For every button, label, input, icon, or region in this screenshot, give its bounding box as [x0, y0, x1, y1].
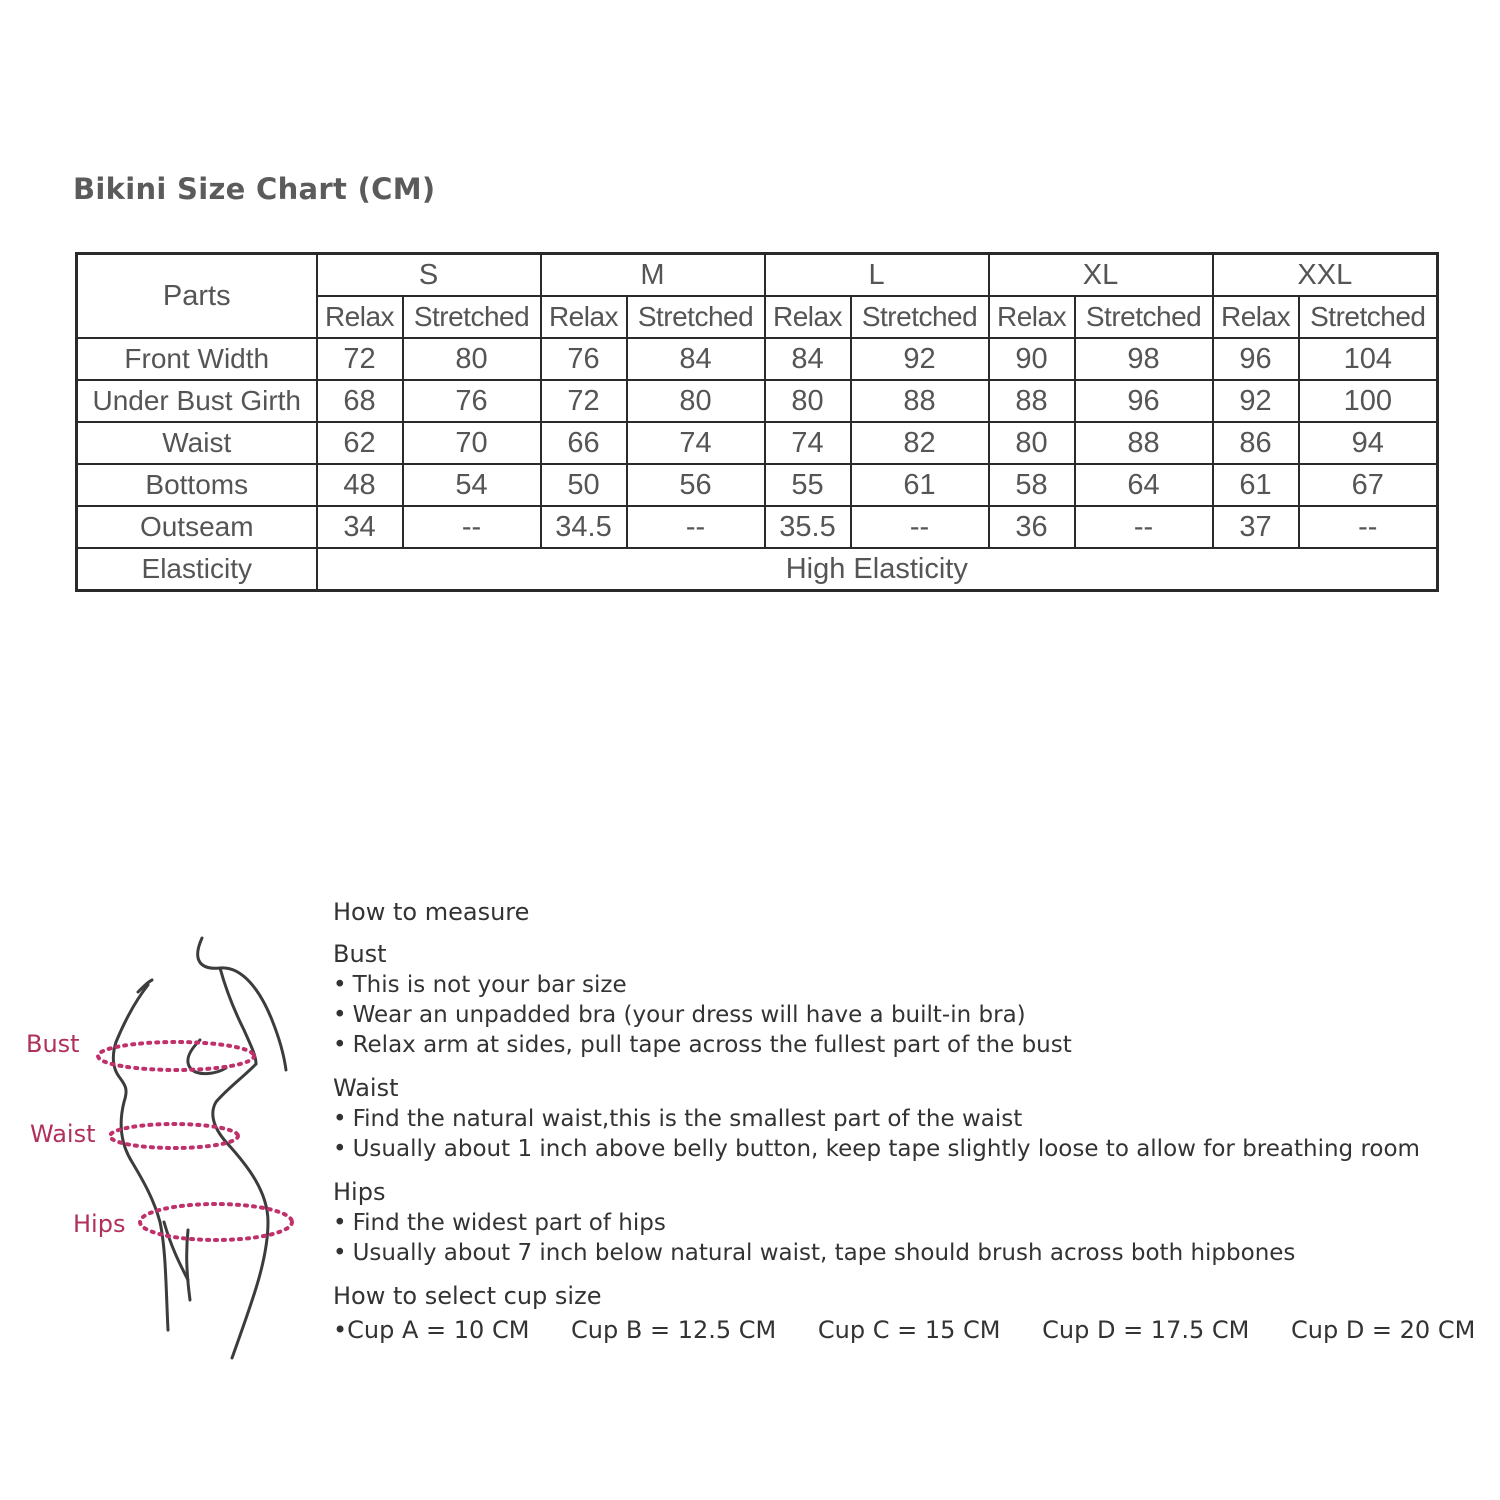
stretched-header: Stretched	[1075, 296, 1213, 338]
waist-heading: Waist	[333, 1074, 399, 1102]
table-cell: 56	[627, 464, 765, 506]
relax-header: Relax	[1213, 296, 1299, 338]
elasticity-label: Elasticity	[77, 548, 317, 591]
cup-size-item: Cup D = 20 CM	[1290, 1316, 1476, 1344]
cup-size-item: Cup D = 17.5 CM	[1042, 1316, 1250, 1344]
chart-title: Bikini Size Chart (CM)	[73, 172, 436, 206]
row-label: Outseam	[77, 506, 317, 548]
table-cell: 58	[989, 464, 1075, 506]
relax-header: Relax	[317, 296, 403, 338]
table-cell: --	[403, 506, 541, 548]
size-header-s: S	[317, 254, 541, 297]
waist-label: Waist	[30, 1120, 96, 1148]
bust-list	[333, 970, 1493, 1060]
list-item: • Find the natural waist,this is the smallest part of the waist	[333, 1104, 1493, 1134]
table-cell: 72	[541, 380, 627, 422]
table-cell: --	[1075, 506, 1213, 548]
how-to-measure-heading: How to measure	[333, 898, 530, 926]
table-cell: 61	[1213, 464, 1299, 506]
table-cell: 67	[1299, 464, 1438, 506]
table-cell: 76	[403, 380, 541, 422]
how-to-measure	[333, 898, 1493, 1360]
cup-size-list	[333, 1312, 1493, 1348]
table-cell: 68	[317, 380, 403, 422]
row-label: Front Width	[77, 338, 317, 380]
table-cell: 48	[317, 464, 403, 506]
row-label: Bottoms	[77, 464, 317, 506]
table-cell: 70	[403, 422, 541, 464]
table-cell: 35.5	[765, 506, 851, 548]
table-row	[77, 422, 1438, 464]
parts-header: Parts	[77, 254, 317, 339]
table-cell: 80	[765, 380, 851, 422]
relax-header: Relax	[541, 296, 627, 338]
relax-header: Relax	[989, 296, 1075, 338]
table-cell: 82	[851, 422, 989, 464]
table-cell: 92	[1213, 380, 1299, 422]
table-cell: --	[627, 506, 765, 548]
table-cell: 76	[541, 338, 627, 380]
size-header-row	[77, 254, 1438, 297]
size-header-l: L	[765, 254, 989, 297]
table-cell: 80	[403, 338, 541, 380]
table-cell: 37	[1213, 506, 1299, 548]
table-cell: 98	[1075, 338, 1213, 380]
list-item: • Find the widest part of hips	[333, 1208, 1493, 1238]
cup-section	[333, 1280, 1493, 1348]
table-cell: 36	[989, 506, 1075, 548]
table-cell: --	[851, 506, 989, 548]
size-table	[75, 252, 1439, 592]
table-cell: 90	[989, 338, 1075, 380]
table-cell: 88	[1075, 422, 1213, 464]
table-cell: 64	[1075, 464, 1213, 506]
row-label: Under Bust Girth	[77, 380, 317, 422]
list-item: • Relax arm at sides, pull tape across the fullest part of the bust	[333, 1030, 1493, 1060]
table-cell: 34.5	[541, 506, 627, 548]
body-silhouette-illustration	[20, 930, 310, 1370]
table-cell: 104	[1299, 338, 1438, 380]
elasticity-value: High Elasticity	[317, 548, 1438, 591]
stretched-header: Stretched	[851, 296, 989, 338]
list-item: • Usually about 1 inch above belly button, keep tape slightly loose to allow for breathing room	[333, 1134, 1493, 1164]
relax-header: Relax	[765, 296, 851, 338]
stretched-header: Stretched	[403, 296, 541, 338]
table-cell: --	[1299, 506, 1438, 548]
table-cell: 88	[851, 380, 989, 422]
table-cell: 50	[541, 464, 627, 506]
stretched-header: Stretched	[627, 296, 765, 338]
table-cell: 74	[627, 422, 765, 464]
table-row	[77, 338, 1438, 380]
list-item: • Wear an unpadded bra (your dress will have a built-in bra)	[333, 1000, 1493, 1030]
table-cell: 92	[851, 338, 989, 380]
table-cell: 54	[403, 464, 541, 506]
cup-size-item: Cup C = 15 CM	[817, 1316, 1001, 1344]
hips-list	[333, 1208, 1493, 1268]
table-cell: 80	[989, 422, 1075, 464]
size-header-xxl: XXL	[1213, 254, 1438, 297]
bust-heading: Bust	[333, 940, 387, 968]
table-cell: 88	[989, 380, 1075, 422]
table-cell: 61	[851, 464, 989, 506]
table-cell: 96	[1075, 380, 1213, 422]
cup-heading: How to select cup size	[333, 1282, 602, 1310]
table-cell: 80	[627, 380, 765, 422]
table-cell: 66	[541, 422, 627, 464]
cup-size-item: Cup B = 12.5 CM	[571, 1316, 777, 1344]
hips-label: Hips	[73, 1210, 126, 1238]
cup-size-item: • Cup A = 10 CM	[333, 1316, 529, 1344]
body-figure	[20, 930, 310, 1370]
waist-list	[333, 1104, 1493, 1164]
size-header-xl: XL	[989, 254, 1213, 297]
table-row	[77, 506, 1438, 548]
bust-section	[333, 938, 1493, 1060]
table-cell: 62	[317, 422, 403, 464]
hips-heading: Hips	[333, 1178, 386, 1206]
table-cell: 100	[1299, 380, 1438, 422]
list-item: • Usually about 7 inch below natural waist, tape should brush across both hipbones	[333, 1238, 1493, 1268]
elasticity-row	[77, 548, 1438, 591]
table-cell: 84	[627, 338, 765, 380]
table-row	[77, 464, 1438, 506]
bust-label: Bust	[26, 1030, 80, 1058]
table-cell: 34	[317, 506, 403, 548]
hips-section	[333, 1176, 1493, 1268]
list-item: • This is not your bar size	[333, 970, 1493, 1000]
table-cell: 55	[765, 464, 851, 506]
table-cell: 74	[765, 422, 851, 464]
table-cell: 96	[1213, 338, 1299, 380]
waist-section	[333, 1072, 1493, 1164]
table-cell: 72	[317, 338, 403, 380]
table-cell: 84	[765, 338, 851, 380]
table-cell: 86	[1213, 422, 1299, 464]
table-cell: 94	[1299, 422, 1438, 464]
stretched-header: Stretched	[1299, 296, 1438, 338]
row-label: Waist	[77, 422, 317, 464]
table-row	[77, 380, 1438, 422]
size-header-m: M	[541, 254, 765, 297]
